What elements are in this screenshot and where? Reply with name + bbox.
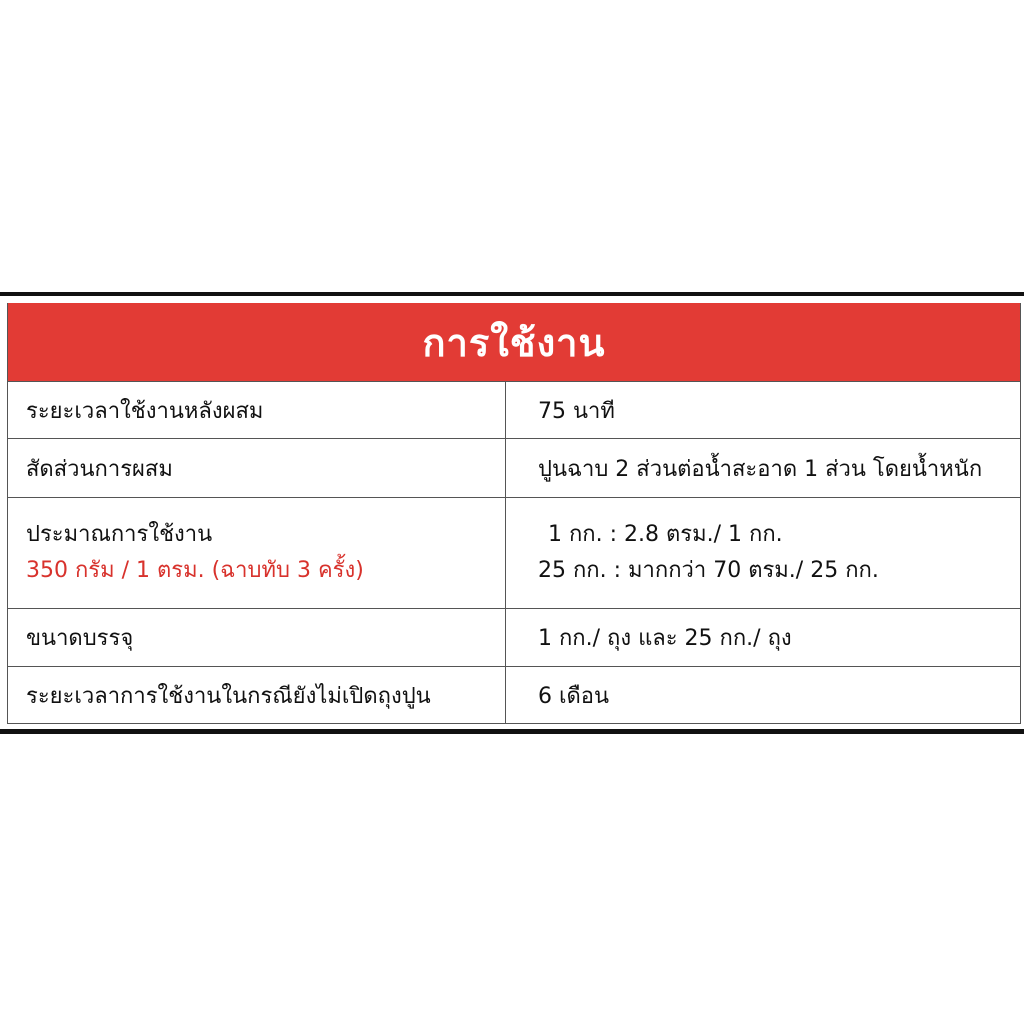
row-label: ระยะเวลาการใช้งานในกรณียังไม่เปิดถุงปูน (8, 667, 506, 724)
row-value-line: 25 กก. : มากกว่า 70 ตรม./ 25 กก. (538, 558, 879, 583)
table-row (8, 667, 1020, 724)
row-label-cell (8, 498, 506, 609)
row-value: 1 กก./ ถุง และ 25 กก./ ถุง (506, 609, 1021, 667)
row-label-note: 350 กรัม / 1 ตรม. (ฉาบทับ 3 ครั้ง) (26, 558, 364, 583)
title-bar (8, 303, 1020, 382)
row-value-cell (506, 498, 1021, 609)
row-value: ปูนฉาบ 2 ส่วนต่อน้ำสะอาด 1 ส่วน โดยน้ำหนัก (506, 439, 1021, 498)
usage-info-panel (0, 292, 1024, 734)
table-row (8, 382, 1020, 439)
table-row (8, 439, 1020, 498)
row-value: 6 เดือน (506, 667, 1021, 724)
usage-table (8, 382, 1020, 724)
table-row (8, 609, 1020, 667)
table-title: การใช้งาน (422, 320, 606, 365)
row-label: ระยะเวลาใช้งานหลังผสม (8, 382, 506, 439)
row-value-line: 1 กก. : 2.8 ตรม./ 1 กก. (548, 522, 783, 547)
row-value: 75 นาที (506, 382, 1021, 439)
usage-table-wrapper (7, 303, 1021, 724)
row-label: ขนาดบรรจุ (8, 609, 506, 667)
row-label: ประมาณการใช้งาน (26, 522, 213, 547)
table-row (8, 498, 1020, 609)
row-label: สัดส่วนการผสม (8, 439, 506, 498)
